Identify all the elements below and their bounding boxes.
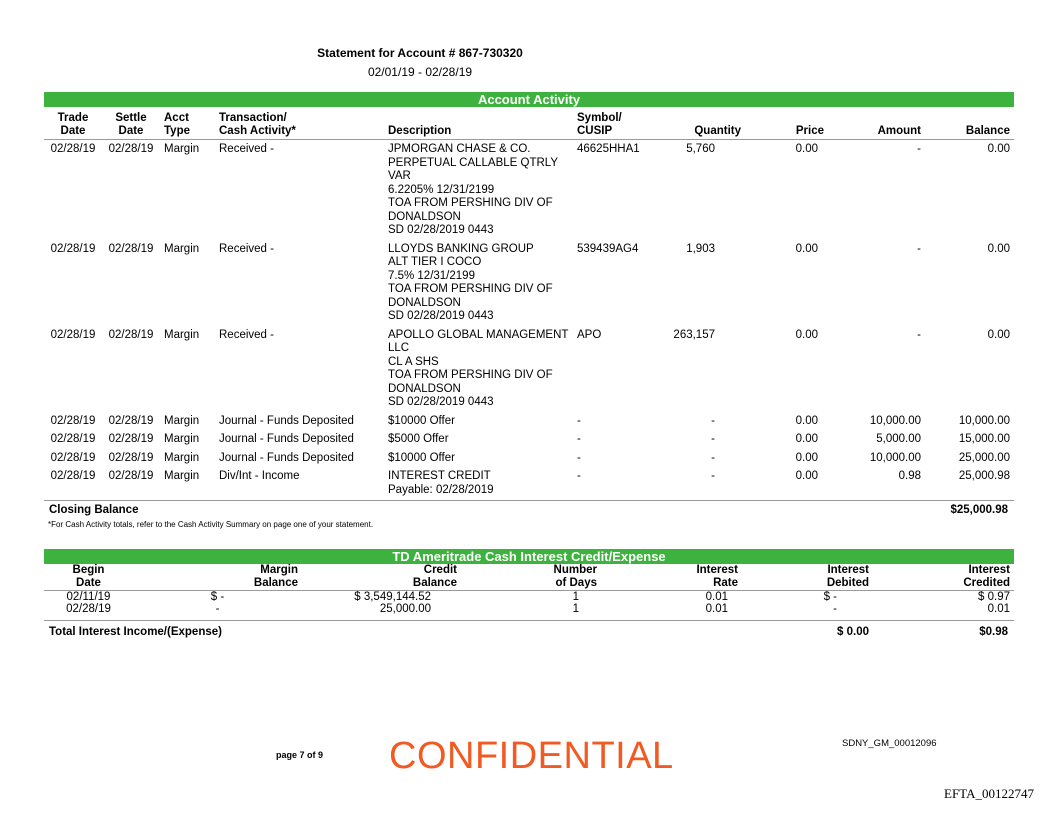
activity-cell-settle-date: 02/28/19 [108, 451, 154, 464]
activity-cell-amount: 10,000.00 [869, 451, 921, 464]
activity-cell-acct-type: Margin [164, 414, 200, 427]
activity-cell-acct-type: Margin [164, 433, 200, 445]
col-acct-type: Acct Type [160, 110, 215, 140]
interest-cell: 1 [572, 603, 579, 615]
activity-cell-price: 0.00 [795, 451, 818, 464]
activity-cell-trade-date: 02/28/19 [50, 433, 96, 445]
activity-cell-acct-type: Margin [164, 328, 200, 341]
description-line: 7.5% 12/31/2199 [388, 269, 475, 282]
col-number-of-days: Number of Days [461, 564, 601, 591]
activity-cell-trade-date: 02/28/19 [50, 451, 96, 464]
activity-cell-amount: 0.98 [898, 470, 921, 482]
closing-balance-row [44, 500, 1014, 518]
activity-cell-balance: 0.00 [987, 242, 1010, 255]
account-activity-header: Account Activity [44, 92, 1014, 107]
description-line: ALT TIER I COCO [388, 256, 482, 268]
interest-section-header: TD Ameritrade Cash Interest Credit/Expense [44, 549, 1014, 564]
col-settle-date: Settle Date [102, 110, 160, 140]
description-line: Payable: 02/28/2019 [388, 483, 494, 496]
interest-cell: 0.01 [705, 591, 728, 603]
activity-cell-description [384, 467, 573, 499]
col-symbol: Symbol/ CUSIP [573, 110, 653, 140]
activity-cell-description [384, 140, 573, 240]
activity-cell-quantity: - [711, 451, 715, 464]
activity-cell-transaction: Journal - Funds Deposited [219, 414, 354, 427]
statement-period: 02/01/19 - 02/28/19 [367, 65, 473, 79]
description-line: TOA FROM PERSHING DIV OF [388, 283, 553, 295]
activity-cell-acct-type: Margin [164, 143, 200, 155]
description-line: TOA FROM PERSHING DIV OF [388, 369, 553, 381]
description-line: PERPETUAL CALLABLE QTRLY [388, 156, 559, 169]
activity-cell-transaction: Journal - Funds Deposited [219, 433, 354, 445]
interest-cell: 02/28/19 [66, 603, 111, 615]
activity-cell-acct-type: Margin [164, 470, 200, 482]
interest-cell: $ - [823, 591, 837, 603]
interest-header-row [44, 564, 1014, 591]
page-number: page 7 of 9 [276, 750, 324, 760]
activity-cell-balance: 0.00 [987, 328, 1010, 341]
col-trade-date: Trade Date [44, 110, 102, 140]
activity-cell-quantity: - [711, 414, 715, 427]
col-interest-rate: Interest Rate [601, 564, 742, 591]
interest-cell: 0.01 [987, 603, 1010, 615]
activity-cell-price: 0.00 [795, 143, 818, 155]
interest-cell: - [833, 603, 837, 615]
description-line: DONALDSON [388, 210, 461, 223]
table-row [44, 412, 1014, 431]
activity-cell-symbol: - [577, 414, 581, 427]
activity-cell-price: 0.00 [795, 242, 818, 255]
col-credit-balance: Credit Balance [302, 564, 461, 591]
interest-cell: 02/11/19 [66, 591, 111, 603]
efta-number: EFTA_00122747 [944, 786, 1034, 801]
total-interest-credited: $0.98 [979, 626, 1008, 638]
activity-cell-symbol: - [577, 451, 581, 464]
activity-cell-symbol: APO [577, 328, 602, 341]
activity-cell-settle-date: 02/28/19 [108, 242, 154, 255]
activity-cell-transaction: Div/Int - Income [219, 470, 300, 482]
activity-cell-quantity: - [711, 470, 715, 482]
activity-cell-amount: - [917, 242, 921, 255]
description-line: $10000 Offer [388, 451, 455, 464]
activity-cell-settle-date: 02/28/19 [108, 414, 154, 427]
description-line: INTEREST CREDIT [388, 470, 491, 482]
description-line: JPMORGAN CHASE & CO. [388, 143, 531, 155]
activity-cell-settle-date: 02/28/19 [108, 470, 154, 482]
description-line: TOA FROM PERSHING DIV OF [388, 197, 553, 209]
closing-balance-value: $25,000.98 [950, 504, 1008, 516]
activity-cell-balance: 25,000.00 [958, 451, 1010, 464]
activity-cell-description [384, 412, 573, 431]
description-line: 6.2205% 12/31/2199 [388, 183, 495, 196]
interest-cell: 25,000.00 [379, 603, 431, 615]
activity-cell-quantity: - [711, 433, 715, 445]
description-line: DONALDSON [388, 382, 461, 395]
activity-cell-balance: 0.00 [987, 143, 1010, 155]
closing-balance-label: Closing Balance [49, 504, 139, 516]
activity-cell-description [384, 449, 573, 468]
activity-cell-balance: 15,000.00 [958, 433, 1010, 445]
activity-cell-amount: - [917, 328, 921, 341]
total-interest-label: Total Interest Income/(Expense) [49, 626, 222, 638]
cash-activity-footnote: *For Cash Activity totals, refer to the Cash Activity Summary on page one of your statement. [48, 520, 374, 529]
activity-cell-symbol: - [577, 470, 581, 482]
total-interest-debited: $ 0.00 [837, 626, 869, 638]
col-balance: Balance [925, 110, 1014, 140]
description-line: SD 02/28/2019 0443 [388, 224, 494, 236]
activity-cell-description [384, 326, 573, 412]
description-line: $10000 Offer [388, 414, 455, 427]
col-description: Description [384, 110, 573, 140]
activity-cell-settle-date: 02/28/19 [108, 143, 154, 155]
activity-cell-trade-date: 02/28/19 [50, 414, 96, 427]
table-row [44, 467, 1014, 499]
description-line: VAR [388, 170, 411, 182]
activity-cell-quantity: 5,760 [686, 143, 715, 155]
activity-cell-balance: 25,000.98 [958, 470, 1010, 482]
table-row [44, 591, 1014, 604]
col-interest-credited: Interest Credited [873, 564, 1014, 591]
description-line: SD 02/28/2019 0443 [388, 396, 494, 408]
table-row [44, 326, 1014, 412]
activity-cell-transaction: Received - [219, 143, 274, 155]
activity-cell-transaction: Received - [219, 328, 274, 341]
activity-cell-amount: 10,000.00 [869, 414, 921, 427]
activity-cell-trade-date: 02/28/19 [50, 242, 96, 255]
activity-cell-description [384, 240, 573, 326]
interest-cell: - [215, 603, 220, 615]
col-begin-date: Begin Date [44, 564, 133, 591]
col-margin-balance: Margin Balance [133, 564, 302, 591]
activity-cell-amount: - [917, 143, 921, 155]
interest-cell: $ - [210, 591, 225, 603]
interest-cell: 0.01 [705, 603, 728, 615]
activity-cell-trade-date: 02/28/19 [50, 328, 96, 341]
col-transaction: Transaction/ Cash Activity* [215, 110, 384, 140]
activity-cell-acct-type: Margin [164, 242, 200, 255]
table-row [44, 140, 1014, 240]
description-line: SD 02/28/2019 0443 [388, 310, 494, 322]
activity-header-row [44, 110, 1014, 140]
activity-cell-trade-date: 02/28/19 [50, 470, 96, 482]
col-price: Price [745, 110, 828, 140]
bates-number: SDNY_GM_00012096 [842, 738, 937, 749]
activity-cell-price: 0.00 [795, 433, 818, 445]
activity-cell-symbol: 46625HHA1 [577, 143, 640, 155]
table-row [44, 449, 1014, 468]
activity-cell-symbol: 539439AG4 [577, 242, 639, 255]
description-line: LLOYDS BANKING GROUP [388, 242, 534, 255]
activity-cell-symbol: - [577, 433, 581, 445]
activity-cell-amount: 5,000.00 [876, 433, 921, 445]
table-row [44, 603, 1014, 615]
activity-cell-price: 0.00 [795, 470, 818, 482]
interest-cell: $ 0.97 [978, 591, 1010, 603]
col-amount: Amount [828, 110, 925, 140]
activity-cell-description [384, 430, 573, 449]
description-line: $5000 Offer [388, 433, 449, 445]
activity-cell-settle-date: 02/28/19 [108, 433, 154, 445]
total-interest-row [44, 620, 1014, 637]
account-activity-table [44, 110, 1014, 499]
activity-cell-price: 0.00 [795, 414, 818, 427]
description-line: CL A SHS [388, 355, 439, 368]
col-quantity: Quantity [653, 110, 745, 140]
interest-cell: 1 [572, 591, 579, 603]
col-interest-debited: Interest Debited [742, 564, 873, 591]
description-line: DONALDSON [388, 296, 461, 309]
activity-cell-transaction: Received - [219, 242, 274, 255]
activity-cell-price: 0.00 [795, 328, 818, 341]
activity-cell-settle-date: 02/28/19 [108, 328, 154, 341]
confidential-stamp: CONFIDENTIAL [389, 735, 674, 777]
description-line: APOLLO GLOBAL MANAGEMENT [388, 328, 569, 341]
activity-cell-transaction: Journal - Funds Deposited [219, 451, 354, 464]
interest-cell: $ 3,549,144.52 [354, 591, 431, 603]
table-row [44, 430, 1014, 449]
activity-cell-balance: 10,000.00 [958, 414, 1010, 427]
activity-cell-trade-date: 02/28/19 [50, 143, 96, 155]
description-line: LLC [388, 342, 410, 354]
activity-cell-quantity: 263,157 [673, 328, 715, 341]
table-row [44, 240, 1014, 326]
activity-cell-acct-type: Margin [164, 451, 200, 464]
activity-cell-quantity: 1,903 [686, 242, 715, 255]
statement-title: Statement for Account # 867-730320 [317, 46, 523, 60]
interest-table [44, 564, 1014, 615]
